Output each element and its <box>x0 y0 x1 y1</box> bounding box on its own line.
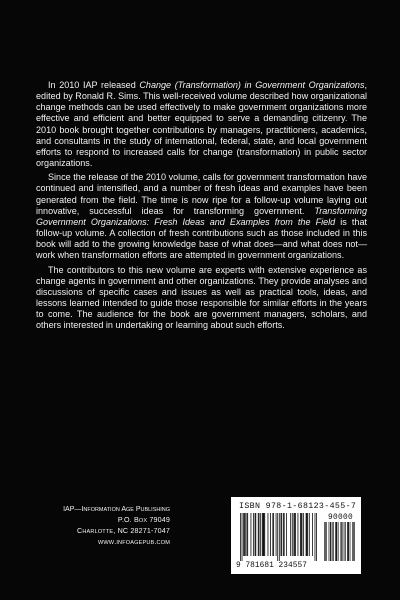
small-caps-letter: T <box>105 529 110 536</box>
barcode-bar <box>331 522 332 561</box>
barcode-bar <box>290 513 291 556</box>
small-caps-letter: H <box>156 507 161 513</box>
small-caps-letter: A <box>86 529 91 536</box>
addon-barcode-bars <box>324 522 355 561</box>
barcode-bar <box>333 522 334 561</box>
italic-book-title: Change (Transformation) in Government Organizations <box>139 80 365 90</box>
barcode-bar <box>300 513 301 556</box>
barcode-bar <box>332 522 333 561</box>
publisher-name <box>62 505 170 515</box>
small-caps-letter: I <box>81 506 84 513</box>
barcode-bar <box>258 513 259 556</box>
barcode-bar <box>273 513 274 556</box>
barcode-bar <box>247 513 248 556</box>
paragraph-text-run: The contributors to this new volume are experts with extensive experience as change agents in government and other organizations. They provide analyses and discussions of specific cases and issues as well as practical tools, ideas, and lessons learned intended to guide those responsible for similar efforts in the years to come. The audience for the book are government managers, scholars, and others interested in undertaking or learning about such efforts. <box>36 264 367 331</box>
barcode-bar <box>246 513 247 556</box>
barcode-bar <box>330 522 331 561</box>
barcode-bar <box>342 522 343 561</box>
small-caps-letter: O <box>123 516 130 525</box>
barcode-bar <box>352 522 353 561</box>
small-caps-letter: L <box>148 507 152 513</box>
small-caps-letter: T <box>106 507 111 513</box>
small-caps-letter: O <box>160 540 166 547</box>
small-caps-letter: O <box>138 518 144 525</box>
barcode-bar <box>292 513 293 556</box>
small-caps-letter: 4 <box>161 527 166 536</box>
small-caps-letter: R <box>90 529 95 536</box>
barcode-bar <box>301 513 302 556</box>
barcode-bar <box>259 513 260 556</box>
small-caps-letter: C <box>122 527 129 536</box>
barcode-bar <box>279 513 280 561</box>
small-caps-letter: F <box>122 540 126 547</box>
small-caps-letter: N <box>117 527 123 536</box>
barcode-bar <box>302 513 303 556</box>
small-caps-letter: P <box>142 540 147 547</box>
barcode-bar <box>262 513 263 556</box>
barcode-bar <box>298 513 299 556</box>
barcode-bar <box>354 522 355 561</box>
small-caps-letter: P <box>135 506 141 513</box>
barcode-bar <box>312 513 313 556</box>
small-caps-letter: U <box>140 507 145 513</box>
barcode-bar <box>263 513 264 556</box>
small-caps-letter: N <box>83 507 88 513</box>
small-caps-letter: 9 <box>153 516 158 525</box>
small-caps-letter: N <box>118 540 123 547</box>
barcode-bar <box>251 513 252 556</box>
barcode-bar <box>306 513 307 556</box>
barcode-bar <box>260 513 261 556</box>
ean-barcode-bars <box>240 513 317 561</box>
small-caps-letter: G <box>165 507 170 513</box>
small-caps-letter: B <box>133 516 139 525</box>
barcode-bar <box>348 522 349 561</box>
barcode-bar <box>276 513 277 556</box>
small-caps-letter: E <box>130 507 134 513</box>
barcode-bar <box>286 513 287 556</box>
small-caps-letter: N <box>161 507 166 513</box>
barcode-bar <box>336 522 337 561</box>
small-caps-letter: 7 <box>149 516 154 525</box>
small-caps-letter: O <box>97 529 103 536</box>
small-caps-letter: I <box>110 507 112 513</box>
barcode-bar <box>283 513 284 556</box>
small-caps-letter: 0 <box>157 527 162 536</box>
small-caps-letter: A <box>103 507 107 513</box>
small-caps-letter: 9 <box>165 516 170 525</box>
isbn-barcode <box>231 497 361 574</box>
barcode-bar <box>284 513 285 556</box>
barcode-bar <box>306 513 307 556</box>
small-caps-letter: A <box>130 540 135 547</box>
small-caps-letter: 1 <box>146 527 151 536</box>
small-caps-letter: O <box>125 540 131 547</box>
barcode-bar <box>264 513 265 556</box>
small-caps-letter: W <box>97 540 104 547</box>
barcode-bar <box>307 513 308 556</box>
small-caps-letter: 7 <box>153 527 158 536</box>
small-caps-letter: R <box>94 507 99 513</box>
small-caps-letter: 8 <box>134 527 139 536</box>
barcode-bar <box>347 522 348 561</box>
paragraph-text-run: is that follow-up volume. A collection of fresh contributions such as those included in this book will add to the growing knowledge base of what does—and what does not—work when transformation efforts are attempted in government organizations. <box>36 216 367 261</box>
small-caps-letter: O <box>111 507 116 513</box>
publisher-city <box>62 526 170 537</box>
small-caps-letter: M <box>98 507 104 513</box>
small-caps-letter: N <box>115 507 120 513</box>
barcode-bar <box>353 522 354 561</box>
small-caps-letter: U <box>146 540 151 547</box>
barcode-bar <box>337 522 338 561</box>
barcode-bar <box>294 513 295 556</box>
small-caps-letter: 0 <box>157 516 162 525</box>
barcode-bar <box>326 522 327 561</box>
small-caps-letter: B <box>150 540 155 547</box>
small-caps-letter: I <box>63 506 66 513</box>
barcode-bar <box>255 513 256 556</box>
small-caps-letter: S <box>152 507 157 513</box>
small-caps-letter: I <box>160 507 162 513</box>
small-caps-letter: G <box>126 507 131 513</box>
barcode-bar <box>335 522 336 561</box>
small-caps-letter: B <box>144 507 149 513</box>
small-caps-letter: 2 <box>130 527 135 536</box>
description-paragraph-2 <box>36 172 367 261</box>
small-caps-letter: P <box>69 506 75 513</box>
barcode-bar <box>324 522 325 561</box>
small-caps-letter: M <box>165 540 170 547</box>
small-caps-letter: E <box>109 529 114 536</box>
small-caps-letter: 2 <box>138 527 143 536</box>
small-caps-letter: 7 <box>142 527 147 536</box>
barcode-bar <box>303 513 304 556</box>
publisher-po-box <box>62 515 170 526</box>
small-caps-letter: F <box>87 507 91 513</box>
small-caps-letter: A <box>65 506 70 513</box>
barcode-bar <box>338 522 339 561</box>
barcode-bar <box>277 513 278 561</box>
small-caps-letter: C <box>156 540 161 547</box>
barcode-bar <box>253 513 254 556</box>
barcode-bar <box>240 513 241 561</box>
barcode-bar <box>255 513 256 556</box>
barcode-bar <box>350 522 351 561</box>
small-caps-letter: I <box>151 507 153 513</box>
barcode-bar <box>272 513 273 556</box>
barcode-bar <box>295 513 296 556</box>
barcode-bar <box>348 522 349 561</box>
small-caps-letter: . <box>114 538 117 547</box>
barcode-bar <box>242 513 243 561</box>
small-caps-letter: G <box>134 540 139 547</box>
barcode-bar <box>341 522 342 561</box>
barcode-bar <box>270 513 271 556</box>
publisher-website <box>62 537 170 548</box>
barcode-bar <box>245 513 246 556</box>
description-paragraph-3 <box>36 265 367 332</box>
paragraph-text-run: In 2010 IAP released <box>48 80 140 90</box>
small-caps-letter: O <box>90 507 95 513</box>
paragraph-text-run: Since the release of the 2010 volume, calls for government transformation have continued and intensified, and a number of fresh ideas and examples have been generated from the field. The time is now ripe for a follow-up volume laying out innovative, successful ideas for transforming government. <box>36 172 367 216</box>
barcode-bar <box>344 522 345 561</box>
description-text <box>36 80 367 331</box>
small-caps-letter: P <box>117 516 122 525</box>
small-caps-letter: I <box>116 540 119 547</box>
small-caps-letter: — <box>74 506 82 513</box>
ean-number: 9 781681 234557 <box>236 562 307 570</box>
barcode-bar <box>293 513 294 556</box>
barcode-bar <box>281 513 282 556</box>
barcode-bar <box>329 522 330 561</box>
barcode-bar <box>325 522 326 561</box>
small-caps-letter: W <box>108 540 115 547</box>
barcode-addon-number: 90000 <box>328 514 353 522</box>
barcode-bar <box>268 513 269 556</box>
small-caps-letter: 4 <box>161 516 166 525</box>
description-paragraph-1 <box>36 80 367 169</box>
small-caps-letter: X <box>143 518 148 525</box>
barcode-bar <box>244 513 245 556</box>
barcode-bar <box>345 522 346 561</box>
small-caps-letter: T <box>102 529 106 536</box>
small-caps-letter: E <box>138 540 143 547</box>
small-caps-letter: W <box>103 540 109 547</box>
publisher-info <box>62 505 170 548</box>
barcode-bar <box>315 513 316 561</box>
barcode-bar <box>281 513 282 556</box>
small-caps-letter: C <box>77 527 83 536</box>
isbn-label: ISBN 978-1-68123-455-7 <box>239 502 357 511</box>
italic-book-title: Transforming Government Organizations: Fresh Ideas and Examples from the Field <box>36 205 367 227</box>
paragraph-text-run: , edited by Ronald R. Sims. This well-received volume described how organizational change methods can be used effectively to make government organizations more effective and efficient and better equipped to serve a demanding citizenry. The 2010 book brought together contributions by managers, practitioners, academics, and consultants in the study of international, federal, state, and local government efforts to respond to increased calls for change (transformation) in public sector organizations. <box>36 80 367 169</box>
barcode-bar <box>243 513 244 556</box>
small-caps-letter: - <box>150 527 154 536</box>
small-caps-letter: . <box>121 516 124 525</box>
small-caps-letter: . <box>129 516 132 525</box>
barcode-bar <box>316 513 317 561</box>
small-caps-letter: , <box>113 527 116 536</box>
small-caps-letter: A <box>121 506 127 513</box>
barcode-bar <box>309 513 310 556</box>
small-caps-letter: . <box>154 538 157 547</box>
small-caps-letter: H <box>82 529 87 536</box>
barcode-bar <box>264 513 265 556</box>
small-caps-letter: 7 <box>165 527 170 536</box>
small-caps-letter: L <box>94 529 98 536</box>
barcode-bar <box>340 522 341 561</box>
